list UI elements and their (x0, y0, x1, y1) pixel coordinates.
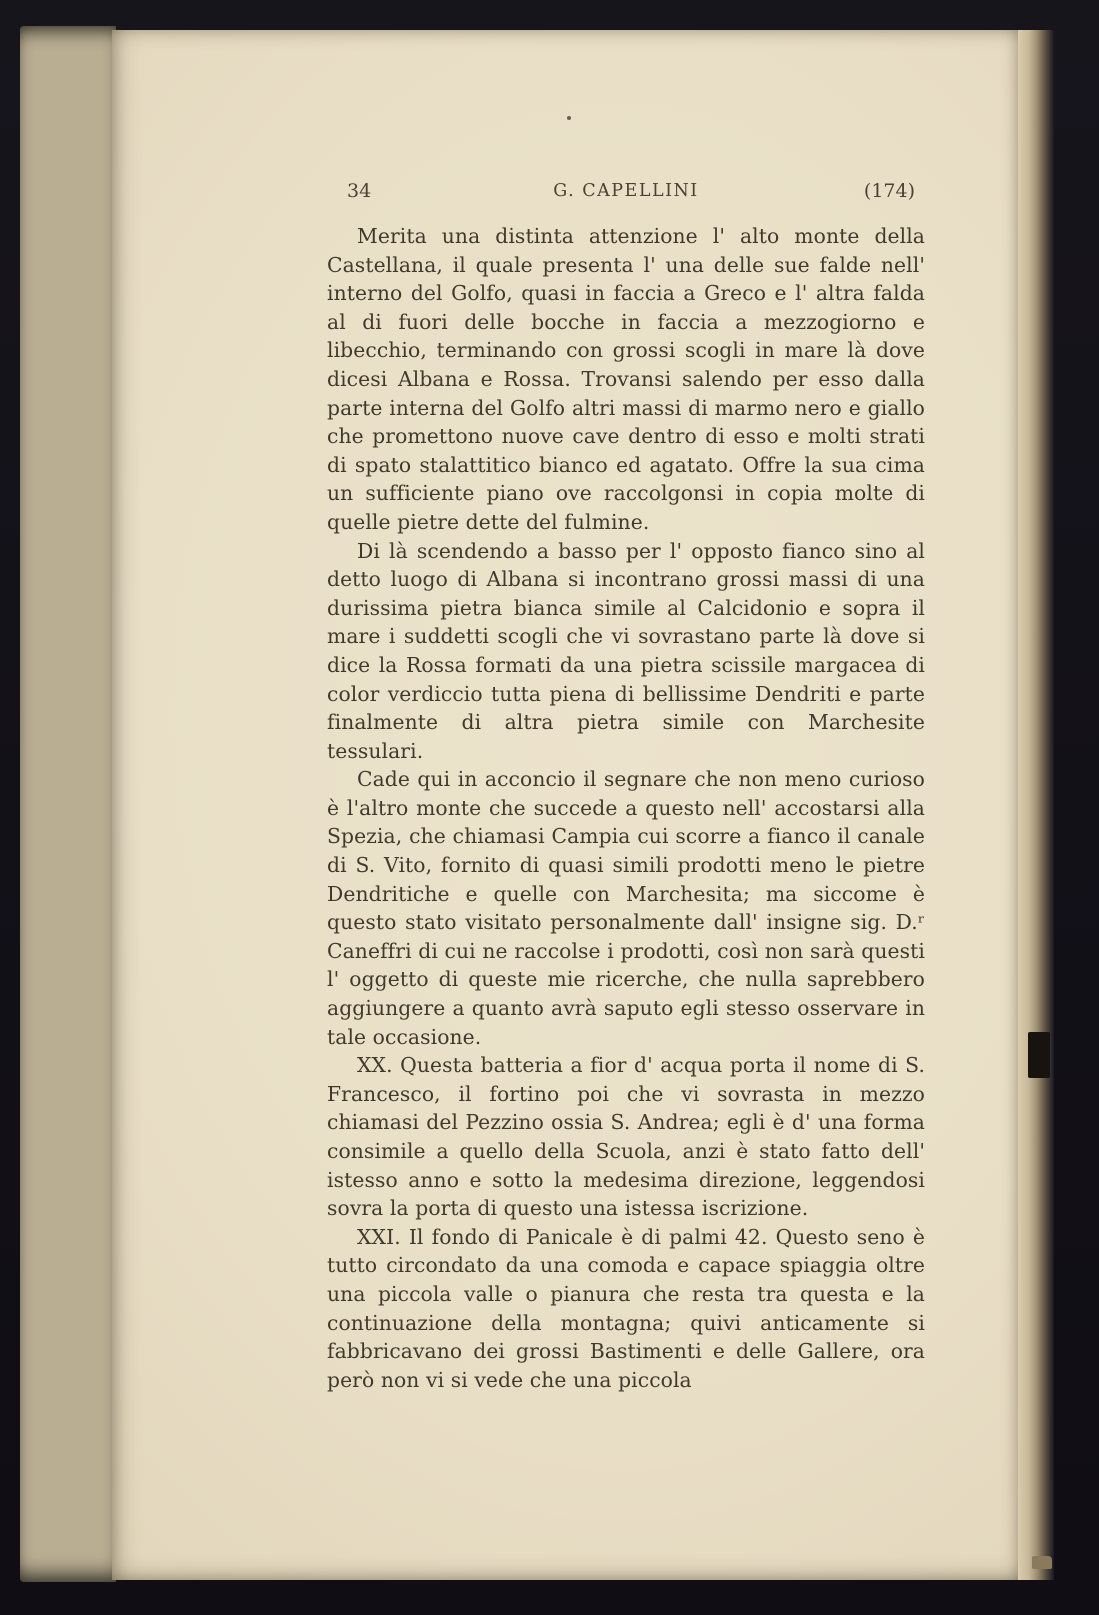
page-number: 34 (347, 180, 372, 202)
body-text (327, 222, 925, 1394)
page-header (327, 180, 925, 210)
paragraph-3: Cade qui in acconcio il segnare che non meno curioso è l'altro monte che succede a questo nell' accostarsi alla Spezia, che chiamasi Campia cui scorre a fianco il canale di S. Vito, fornito di quasi simili prodotti meno le pietre Dendritiche e quelle con Marchesita; ma siccome è questo stato visitato personalmente dall' insigne sig. D.ʳ Caneffri di cui ne raccolse i prodotti, così non sarà questi l' oggetto di queste mie ricerche, che nulla saprebbero aggiungere a quanto avrà saputo egli stesso osservare in tale occasione. (327, 767, 925, 1049)
running-title: G. CAPELLINI (553, 181, 699, 201)
binding-notch (1028, 1032, 1050, 1078)
paragraph-4: XX. Questa batteria a fior d' acqua porta il nome di S. Francesco, il fortino poi che vi sovrasta in mezzo chiamasi del Pezzino ossia S. Andrea; egli è d' una forma consimile a quello della Scuola, anzi è stato fatto dell' istesso anno e sotto la medesima direzione, leggendosi sovra la porta di questo una istessa iscrizione. (327, 1053, 925, 1221)
paragraph-1: Merita una distinta attenzione l' alto monte della Castellana, il quale presenta l' una delle sue falde nell' interno del Golfo, quasi in faccia a Greco e l' altra falda al di fuori delle bocche in faccia a mezzogiorno e libecchio, terminando con grossi scogli in mare là dove dicesi Albana e Rossa. Trovansi salendo per esso dalla parte interna del Golfo altri massi di marmo nero e giallo che promettono nuove cave dentro di esso e molti strati di spato stalattitico bianco ed agatato. Offre la sua cima un sufficiente piano ove raccolgonsi in copia molte di quelle pietre dette del fulmine. (327, 224, 925, 534)
paper-speck (567, 116, 571, 120)
page-right-edge (1018, 30, 1054, 1580)
page-stack-edges (20, 26, 116, 1582)
paragraph-2: Di là scendendo a basso per l' opposto fianco sino al detto luogo di Albana si incontrano grossi massi di una durissima pietra bianca simile al Calcidonio e sopra il mare i suddetti scogli che vi sovrastano parte là dove si dice la Rossa formati da una pietra scissile margacea di color verdiccio tutta piena di bellissime Dendriti e parte finalmente di altra pietra simile con Marchesite tessulari. (327, 538, 925, 763)
page-corner-mark (1032, 1556, 1052, 1569)
book-page (112, 30, 1018, 1580)
folio-number: (174) (863, 180, 915, 202)
paragraph-5: XXI. Il fondo di Panicale è di palmi 42. Questo seno è tutto circondato da una comoda e capace spiaggia oltre una piccola valle o pianura che resta tra questa e la continuazione della montagna; quivi anticamente si fabbricavano dei grossi Bastimenti e delle Gallere, ora però non vi si vede che una piccola (327, 1224, 925, 1392)
page-text-block (327, 180, 925, 1394)
